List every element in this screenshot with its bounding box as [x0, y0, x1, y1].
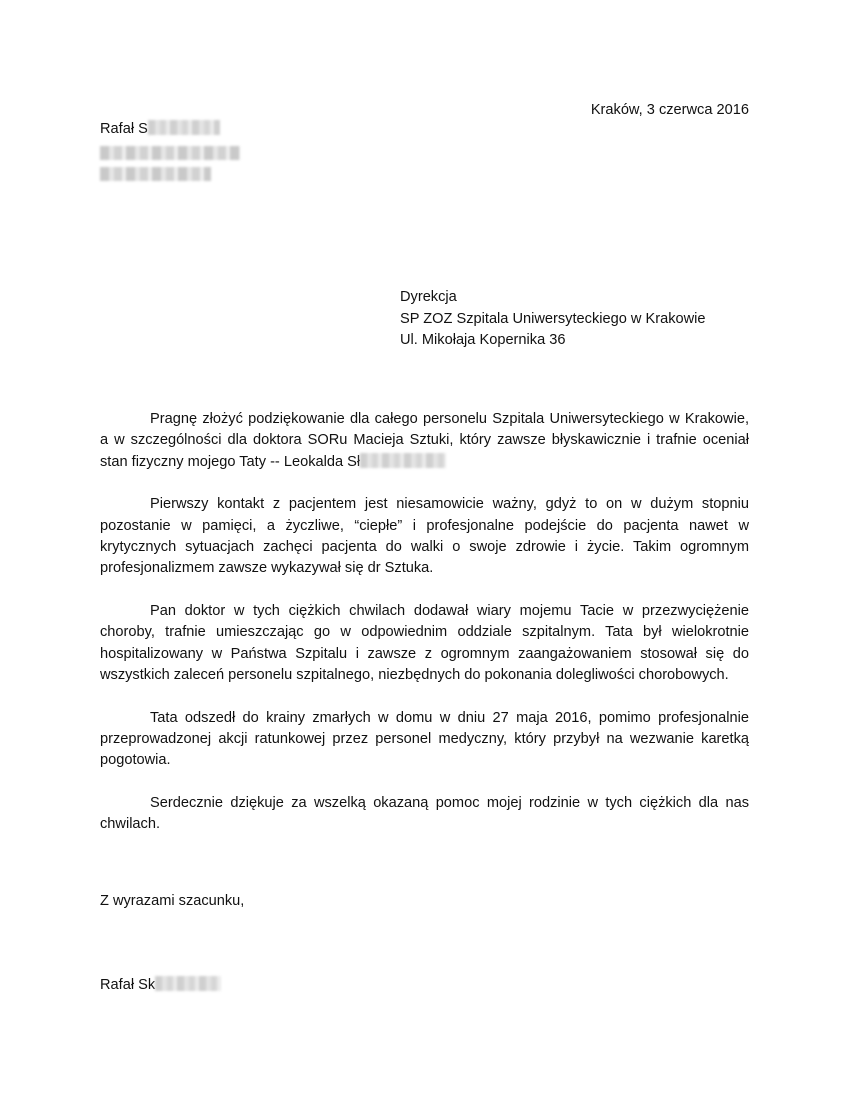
- recipient-block: [400, 287, 706, 352]
- redacted-surname: [155, 976, 221, 991]
- sender-name-text: Rafał S: [100, 121, 148, 137]
- redacted-address-line-2: [100, 167, 211, 181]
- redacted-surname: [148, 120, 220, 135]
- recipient-line: Ul. Mikołaja Kopernika 36: [400, 332, 566, 348]
- recipient-line: Dyrekcja: [400, 289, 457, 305]
- redacted-surname: [360, 453, 446, 468]
- signature-text: Rafał Sk: [100, 977, 156, 993]
- body-paragraph: Pierwszy kontakt z pacjentem jest niesamowicie ważny, gdyż to on w dużym stopniu pozostanie w pamięci, a życzliwe, “ciepłe” i profesjonalne podejście do pacjenta nawet w krytycznych sytuacjach zachęci pacjenta do walki o swoje zdrowie i życie. Takim ogromnym profesjonalizmem zawsze wykazywał się dr Sztuka.: [100, 496, 749, 577]
- sender-name: [100, 119, 220, 140]
- signature: [100, 975, 221, 996]
- body-paragraph: Serdecznie dziękuje za wszelką okazaną pomoc mojej rodzinie w tych ciężkich dla nas chwilach.: [100, 795, 749, 833]
- body-paragraph: Tata odszedł do krainy zmarłych w domu w dniu 27 maja 2016, pomimo profesjonalnie przeprowadzonej akcji ratunkowej przez personel medyczny, który przybył na wezwanie karetką pogotowia.: [100, 709, 749, 769]
- closing-phrase: Z wyrazami szacunku,: [100, 893, 245, 909]
- recipient-line: SP ZOZ Szpitala Uniwersyteckiego w Krakowie: [400, 310, 706, 327]
- paragraph-text: Pragnę złożyć podziękowanie dla całego personelu Szpitala Uniwersyteckiego w Krakowie, a w szczególności dla doktora SORu Macieja Sztuki, który zawsze błyskawicznie i trafnie oceniał stan fizyczny mojego Taty -- Leokalda Sł: [100, 411, 749, 470]
- body-paragraph: Pan doktor w tych ciężkich chwilach dodawał wiary mojemu Tacie w przezwyciężenie choroby, trafnie umieszczając go w odpowiednim oddziale szpitalnym. Tata był wielokrotnie hospitalizowany w Państwa Szpitalu i zawsze z ogromnym zaangażowaniem stosował się do wszystkich zaleceń personelu szpitalnego, niezbędnych do pokonania dolegliwości chorobowych.: [100, 603, 749, 683]
- letter-body: [100, 409, 749, 857]
- body-paragraph: [100, 409, 749, 473]
- letter-date: Kraków, 3 czerwca 2016: [590, 102, 749, 118]
- redacted-address-line-1: [100, 146, 240, 160]
